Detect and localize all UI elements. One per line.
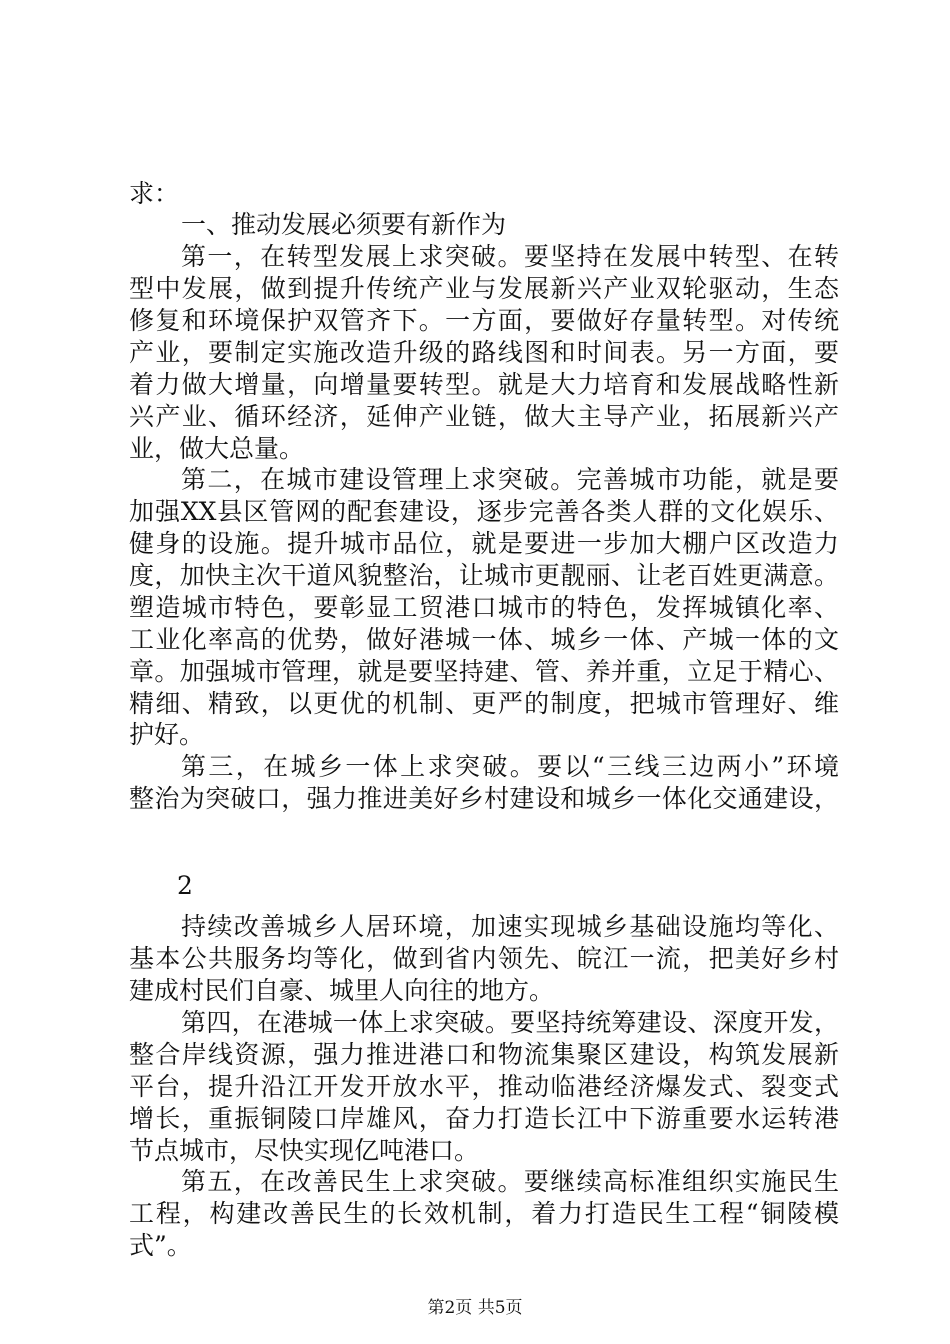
text-line: 持续改善城乡人居环境，加速实现城乡基础设施均等化、 — [181, 912, 839, 941]
text-line: 修复和环境保护双管齐下。一方面，要做好存量转型。对传统 — [129, 306, 839, 335]
text-line: 节点城市，尽快实现亿吨港口。 — [129, 1136, 480, 1165]
text-line: 工程，构建改善民生的长效机制，着力打造民生工程“铜陵模 — [129, 1199, 839, 1228]
text-line: 式”。 — [129, 1231, 192, 1260]
text-line: 基本公共服务均等化，做到省内领先、皖江一流，把美好乡村 — [129, 944, 839, 973]
page-number-marker: 2 — [177, 871, 193, 900]
text-line: 第四，在港城一体上求突破。要坚持统筹建设、深度开发， — [181, 1008, 839, 1037]
text-line: 增长，重振铜陵口岸雄风，奋力打造长江中下游重要水运转港 — [129, 1104, 839, 1133]
text-line: 兴产业、循环经济，延伸产业链，做大主导产业，拓展新兴产 — [129, 402, 839, 431]
text-line: 产业，要制定实施改造升级的路线图和时间表。另一方面，要 — [129, 338, 839, 367]
text-line: 着力做大增量，向增量要转型。就是大力培育和发展战略性新 — [129, 370, 839, 399]
text-line: 度，加快主次干道风貌整治，让城市更靓丽、让老百姓更满意。 — [129, 561, 839, 590]
text-line: 平台，提升沿江开发开放水平，推动临港经济爆发式、裂变式 — [129, 1072, 839, 1101]
text-line: 第二，在城市建设管理上求突破。完善城市功能，就是要 — [181, 465, 839, 494]
text-line: 第五，在改善民生上求突破。要继续高标准组织实施民生 — [181, 1167, 839, 1196]
text-line: 工业化率高的优势，做好港城一体、城乡一体、产城一体的文 — [129, 625, 839, 654]
text-line: 业，做大总量。 — [129, 434, 305, 463]
text-line: 第一，在转型发展上求突破。要坚持在发展中转型、在转 — [181, 242, 839, 271]
text-line: 建成村民们自豪、城里人向往的地方。 — [129, 976, 555, 1005]
text-line: 型中发展，做到提升传统产业与发展新兴产业双轮驱动，生态 — [129, 274, 839, 303]
text-line: 整合岸线资源，强力推进港口和物流集聚区建设，构筑发展新 — [129, 1040, 839, 1069]
text-line: 精细、精致，以更优的机制、更严的制度，把城市管理好、维 — [129, 689, 839, 718]
text-line: 护好。 — [129, 720, 205, 749]
text-line: 整治为突破口，强力推进美好乡村建设和城乡一体化交通建设， — [129, 784, 839, 813]
page-footer: 第2页 共5页 — [427, 1298, 523, 1318]
section-heading: 一、推动发展必须要有新作为 — [181, 210, 507, 239]
text-line: 塑造城市特色，要彰显工贸港口城市的特色，发挥城镇化率、 — [129, 593, 839, 622]
text-line: 健身的设施。提升城市品位，就是要进一步加大棚户区改造力 — [129, 529, 839, 558]
text-line: 第三，在城乡一体上求突破。要以“三线三边两小”环境 — [181, 752, 839, 781]
text-line: 加强XX县区管网的配套建设，逐步完善各类人群的文化娱乐、 — [129, 497, 839, 526]
text-line: 章。加强城市管理，就是要坚持建、管、养并重，立足于精心、 — [129, 657, 839, 686]
text-line: 求： — [129, 179, 180, 208]
